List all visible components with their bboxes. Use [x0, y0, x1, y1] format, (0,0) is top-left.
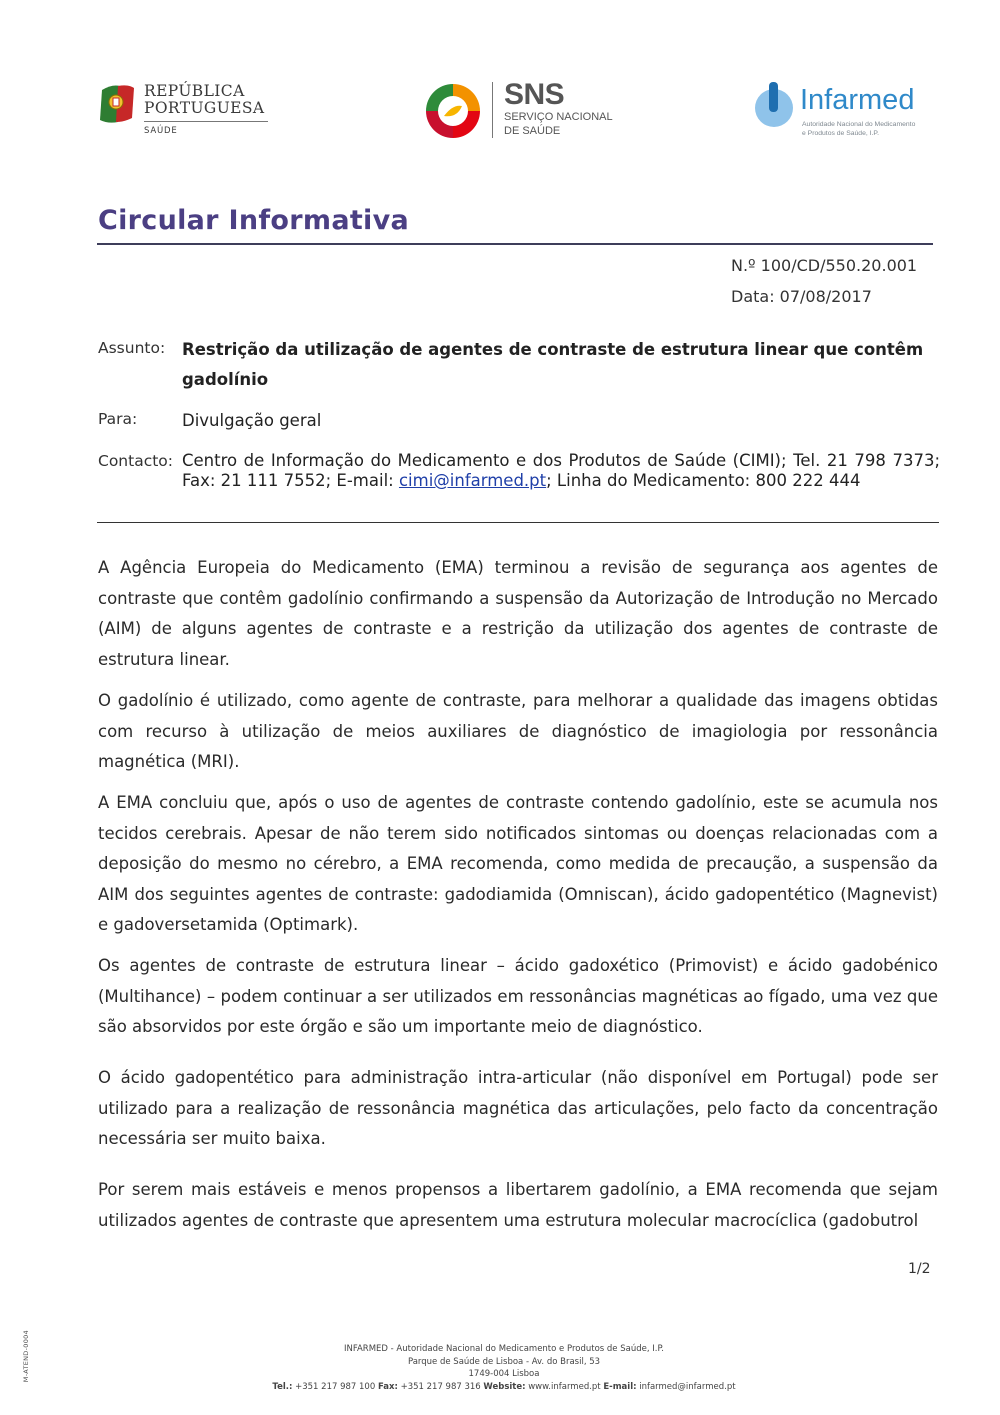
footer-contacts [200, 1382, 808, 1392]
page-number: 1/2 [908, 1261, 931, 1277]
footer-web[interactable]: www.infarmed.pt [528, 1382, 601, 1392]
document-number: N.º 100/CD/550.20.001 [731, 256, 918, 275]
republica-rule [144, 121, 268, 122]
footer-tel: +351 217 987 100 [295, 1382, 376, 1392]
sns-title: SNS [504, 78, 565, 111]
footer-fax: +351 217 987 316 [400, 1382, 481, 1392]
subject-label: Assunto: [98, 339, 166, 357]
body-paragraph: Por serem mais estáveis e menos propensos a libertarem gadolínio, a EMA recomenda que sejam utilizados agentes de contraste que apresentem uma estrutura molecular macrocíclica (gadobutrol [98, 1180, 938, 1230]
footer-line2: Parque de Saúde de Lisboa - Av. do Brasil, 53 [407, 1357, 601, 1367]
footer-line1: INFARMED - Autoridade Nacional do Medicamento e Produtos de Saúde, I.P. [344, 1344, 664, 1354]
infarmed-sub2: e Produtos de Saúde, I.P. [802, 130, 879, 137]
subject-text: Restrição da utilização de agentes de contraste de estrutura linear que contêm gadolínio [182, 340, 924, 389]
footer-line3: 1749-004 Lisboa [468, 1369, 540, 1379]
republica-sub: SAÚDE [144, 126, 178, 136]
document-date: Data: 07/08/2017 [731, 287, 872, 306]
republica-line2: PORTUGUESA [144, 99, 265, 117]
portuguese-coat-of-arms-icon [98, 82, 136, 126]
infarmed-mark-icon [752, 82, 796, 128]
contact-info: Centro de Informação do Medicamento e dos Produtos de Saúde (CIMI); Tel. 21 798 7373; Fax: 21 111 7552; E-mail: [182, 451, 940, 490]
footer-web-label: Website: [483, 1382, 526, 1392]
contact-email-link[interactable]: cimi@infarmed.pt [398, 471, 547, 490]
meta-divider [97, 522, 939, 523]
contact-phone-line: ; Linha do Medicamento: 800 222 444 [546, 471, 861, 490]
contact-label: Contacto: [98, 452, 174, 470]
sns-divider [492, 82, 493, 138]
footer-email-label: E-mail: [603, 1382, 637, 1392]
form-code: M-ATEND-0004 [22, 1330, 30, 1383]
footer-fax-label: Fax: [377, 1382, 398, 1392]
sns-logo [424, 80, 614, 142]
body-paragraph: A Agência Europeia do Medicamento (EMA) terminou a revisão de segurança aos agentes de contraste que contêm gadolínio confirmando a suspensão da Autorização de Introdução no Mercado (AIM) de alguns agentes de contraste e a restrição da utilização dos agentes de contraste de estrutura linear. [98, 558, 938, 669]
infarmed-logo [752, 80, 932, 142]
body-paragraph: A EMA concluiu que, após o uso de agentes de contraste contendo gadolínio, este se acumula nos tecidos cerebrais. Apesar de não terem sido notificados sintomas ou doenças relacionadas com a deposição do mesmo no cérebro, a EMA recomenda, como medida de precaução, a suspensão da AIM dos seguintes agentes de contraste: gadodiamida (Omniscan), ácido gadopentético (Magnevist) e gadoversetamida (Optimark). [98, 793, 938, 934]
sns-line2: DE SAÚDE [504, 125, 561, 137]
footer-email[interactable]: infarmed@infarmed.pt [639, 1382, 736, 1392]
infarmed-sub1: Autoridade Nacional do Medicamento [802, 121, 916, 128]
sns-line1: SERVIÇO NACIONAL [504, 111, 613, 123]
body-paragraph: Os agentes de contraste de estrutura linear – ácido gadoxético (Primovist) e ácido gadobénico (Multihance) – podem continuar a ser utilizados em ressonâncias magnéticas ao fígado, uma vez que são absorvidos por este órgão e são um importante meio de diagnóstico. [98, 956, 938, 1036]
title-divider [97, 243, 933, 245]
body-paragraph: O ácido gadopentético para administração intra-articular (não disponível em Portugal) pode ser utilizado para a realização de ressonância magnética das articulações, pelo facto da concentração necessária ser muito baixa. [98, 1068, 938, 1148]
republica-line1: REPÚBLICA [144, 82, 245, 100]
sns-ring-icon [424, 82, 482, 140]
republica-portuguesa-logo [98, 80, 278, 142]
contact-text [182, 451, 940, 491]
document-title: Circular Informativa [98, 205, 410, 236]
to-text: Divulgação geral [182, 411, 322, 430]
to-label: Para: [98, 410, 138, 428]
body-paragraph: O gadolínio é utilizado, como agente de contraste, para melhorar a qualidade das imagens obtidas com recurso à utilização de meios auxiliares de diagnóstico de imagiologia por ressonância magnética (MRI). [98, 691, 938, 771]
infarmed-title: Infarmed [800, 84, 915, 116]
footer-tel-label: Tel.: [272, 1382, 293, 1392]
